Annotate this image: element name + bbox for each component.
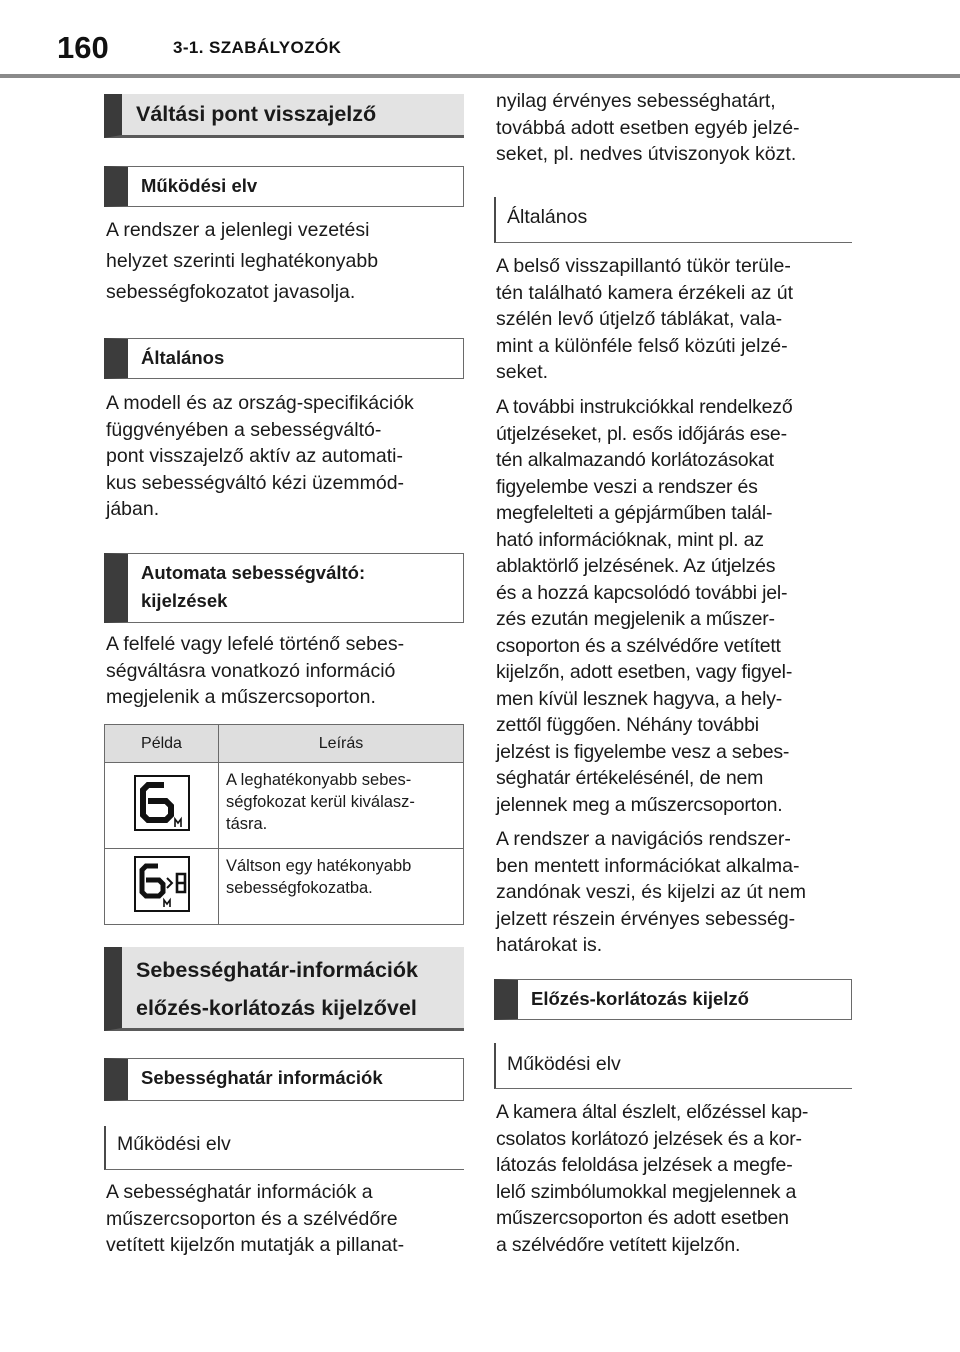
text-line: jelzést is figyelembe vesz a sebes-: [496, 740, 790, 763]
text-line: függvényében a sebességváltó-: [106, 418, 382, 441]
cell-text-line: tásra.: [226, 815, 268, 833]
text-line: A rendszer a navigációs rendszer-: [496, 828, 791, 850]
section-title-shift-indicator: Váltási pont visszajelző: [104, 94, 464, 138]
text-line: szélén levő útjelző táblákat, vala-: [496, 308, 783, 330]
text-line: határokat is.: [496, 934, 603, 956]
text-line: tén található kamera érzékeli az út: [496, 281, 793, 304]
header-divider: [0, 74, 960, 78]
text-line: helyzet szerinti leghatékonyabb: [106, 250, 379, 272]
text-line: sebességfokozatot javasolja.: [106, 281, 356, 303]
subheading-overtaking-indicator: Előzés-korlátozás kijelző: [494, 979, 852, 1020]
section-title-line: Sebességhatár-információk: [136, 958, 418, 982]
cell-text-line: A leghatékonyabb sebes-: [226, 771, 412, 789]
cell-text-line: ségfokozat kerül kiválasz-: [226, 793, 415, 811]
example-cell: [105, 763, 219, 849]
text-line: ható információknak, mint pl. az: [496, 528, 764, 551]
text-line: A modell és az ország-specifikációk: [106, 392, 414, 414]
text-line: látozás feloldása jelzések a megfe-: [496, 1154, 793, 1176]
text-line: továbbá adott esetben egyéb jelzé-: [496, 116, 800, 139]
description-cell: [219, 849, 464, 925]
section-title-line: előzés-korlátozás kijelzővel: [136, 996, 417, 1020]
text-line: zés ezután megjelenik a műszer-: [496, 608, 775, 630]
text-line: A sebességhatár információk a: [106, 1181, 373, 1203]
text-line: pont visszajelző aktív az automati-: [106, 445, 403, 467]
section-title-speed-limit: [104, 947, 464, 1031]
heading-principle-2: Működési elv: [104, 1126, 464, 1170]
paragraph-display-info: [106, 631, 404, 711]
text-line: figyelembe veszi a rendszer és: [496, 475, 758, 498]
gear-6-to-8-shift-icon: [134, 856, 190, 912]
text-line: ablaktörlő jelzésének. Az útjelzés: [496, 555, 776, 577]
column-header-example: Példa: [105, 725, 219, 763]
paragraph-camera: [496, 253, 793, 386]
chapter-title: 3-1. SZABÁLYOZÓK: [173, 38, 342, 57]
text-line: a szélvédőre vetített kijelzőn.: [496, 1233, 741, 1256]
paragraph-continued: [496, 88, 800, 168]
text-line: és a hozzá kapcsolódó további jel-: [496, 581, 788, 604]
subheading-principle: Működési elv: [104, 166, 464, 207]
text-line: ségváltásra vonatkozó információ: [106, 659, 396, 682]
text-line: jelzett részein érvényes sebesség-: [496, 907, 796, 930]
text-line: útjelzéseket, pl. esős időjárás ese-: [496, 422, 787, 445]
text-line: lelő szimbólumokkal megjelennek a: [496, 1180, 797, 1203]
text-line: A kamera által észlelt, előzéssel kap-: [496, 1101, 809, 1123]
text-line: men kívül lesznek hagyva, a hely-: [496, 687, 783, 710]
text-line: kijelzőn, adott esetben, vagy figyel-: [496, 661, 793, 683]
text-line: A felfelé vagy lefelé történő sebes-: [106, 633, 405, 655]
column-header-description: Leírás: [219, 725, 464, 763]
example-table: [104, 724, 464, 925]
text-line: vetített kijelzőn mutatják a pillanat-: [106, 1234, 405, 1256]
text-line: csolatos korlátozó jelzések és a kor-: [496, 1127, 802, 1150]
text-line: kus sebességváltó kézi üzemmód-: [106, 471, 405, 494]
text-line: ben mentett információkat alkalma-: [496, 854, 800, 877]
text-line: séghatár értékelésénél, de nem: [496, 767, 764, 789]
paragraph-navigation: [496, 826, 806, 959]
text-line: mint a különféle felső közúti jelzé-: [496, 334, 788, 357]
paragraph-speed-limit: [106, 1179, 404, 1259]
text-line: A további instrukciókkal rendelkező: [496, 396, 793, 418]
text-line: jelennek meg a műszercsoporton.: [496, 793, 783, 816]
subheading-automatic-transmission: [104, 553, 464, 623]
page-number: 160: [57, 30, 109, 65]
table-row: [105, 763, 464, 849]
text-line: seket.: [496, 361, 549, 383]
table-row: [105, 849, 464, 925]
paragraph-general: [106, 390, 414, 523]
paragraph-instructions: [496, 394, 793, 818]
example-cell: [105, 849, 219, 925]
text-line: A belső visszapillantó tükör terüle-: [496, 255, 791, 277]
subheading-general: Általános: [104, 338, 464, 379]
paragraph-principle: [106, 215, 378, 308]
text-line: nyilag érvényes sebességhatárt,: [496, 90, 776, 112]
text-line: zettől függően. Néhány további: [496, 714, 759, 736]
subheading-line: kijelzések: [141, 590, 228, 611]
cell-text-line: sebességfokozatba.: [226, 879, 373, 897]
gear-6-manual-icon: [134, 775, 190, 831]
text-line: seket, pl. nedves útviszonyok közt.: [496, 143, 797, 165]
text-line: megjelenik a műszercsoporton.: [106, 686, 376, 708]
paragraph-overtaking: [496, 1099, 808, 1258]
description-cell: [219, 763, 464, 849]
heading-general-2: Általános: [494, 197, 852, 243]
text-line: zandónak veszi, és kijelzi az út nem: [496, 881, 806, 903]
text-line: tén alkalmazandó korlátozásokat: [496, 449, 774, 471]
subheading-speed-limit-info: Sebességhatár információk: [104, 1058, 464, 1101]
heading-principle-3: Működési elv: [494, 1043, 852, 1089]
text-line: megfelelteti a gépjárműben talál-: [496, 502, 773, 524]
cell-text-line: Váltson egy hatékonyabb: [226, 857, 412, 875]
text-line: műszercsoporton és a szélvédőre: [106, 1207, 398, 1230]
subheading-line: Automata sebességváltó:: [141, 562, 366, 583]
table-header-row: [105, 725, 464, 763]
text-line: műszercsoporton és adott esetben: [496, 1207, 789, 1229]
text-line: A rendszer a jelenlegi vezetési: [106, 219, 370, 241]
text-line: jában.: [106, 498, 160, 520]
text-line: csoporton és a szélvédőre vetített: [496, 634, 781, 657]
